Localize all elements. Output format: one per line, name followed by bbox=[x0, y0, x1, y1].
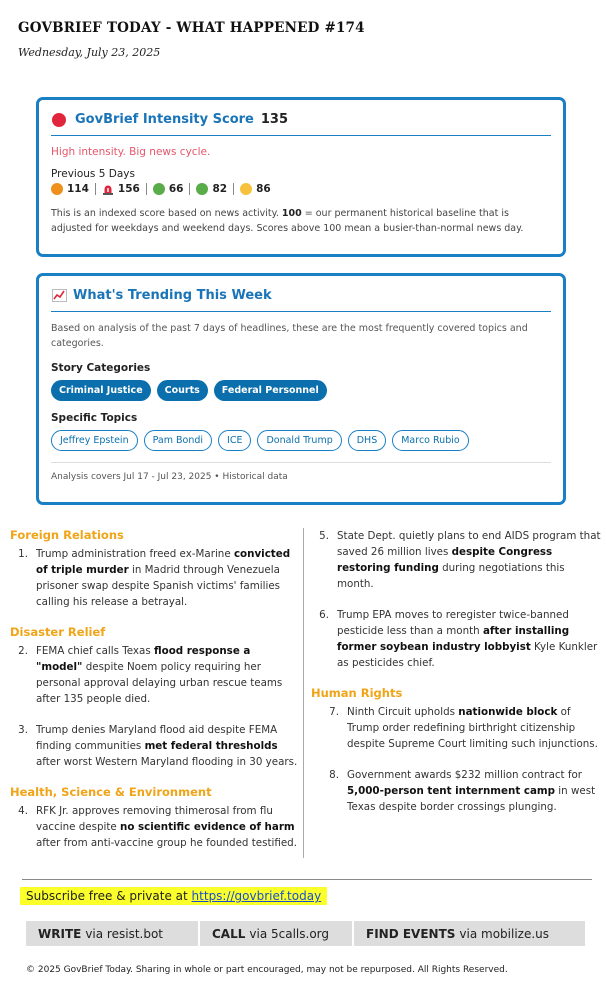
item-text bbox=[337, 607, 601, 671]
footer-rule bbox=[22, 879, 592, 880]
issue-date: Wednesday, July 23, 2025 bbox=[18, 46, 161, 59]
item-text-part: FEMA chief calls Texas bbox=[36, 645, 154, 657]
intensity-header bbox=[51, 112, 551, 136]
item-text-emphasis: convicted of triple murder bbox=[36, 548, 291, 576]
news-item bbox=[10, 643, 300, 707]
previous-day-2 bbox=[102, 183, 140, 195]
separator bbox=[189, 183, 190, 195]
item-text-part: Kyle Kunkler as pesticides chief. bbox=[337, 641, 598, 669]
topic-pill[interactable]: DHS bbox=[348, 430, 387, 451]
item-text-part: State Dept. quietly plans to end AIDS program that saved 26 million lives bbox=[337, 530, 601, 558]
item-text-part: after from anti-vaccine group he founded testified. bbox=[36, 837, 297, 849]
item-text-part: of Trump order redefining birthright citizenship despite Supreme Court limiting such injunctions. bbox=[347, 706, 598, 750]
previous-day-value: 114 bbox=[67, 183, 89, 195]
topic-pill[interactable]: Donald Trump bbox=[257, 430, 341, 451]
item-text-part: Trump EPA moves to reregister twice-banned pesticide less than a month bbox=[337, 609, 569, 637]
action-bar bbox=[26, 921, 585, 946]
explain-baseline: 100 bbox=[281, 208, 302, 219]
topic-pills bbox=[51, 430, 551, 451]
action-label: FIND EVENTS bbox=[366, 926, 456, 941]
action-label: CALL bbox=[212, 926, 246, 941]
green-circle-icon bbox=[153, 183, 165, 195]
item-text-part: during negotiations this month. bbox=[337, 562, 565, 590]
green-circle-icon bbox=[196, 183, 208, 195]
item-text-emphasis: despite Congress restoring funding bbox=[337, 546, 553, 574]
action-label: WRITE bbox=[38, 926, 82, 941]
item-text-emphasis: 5,000-person tent internment camp bbox=[347, 785, 556, 797]
news-item bbox=[10, 722, 300, 770]
copyright-notice: © 2025 GovBrief Today. Sharing in whole or part encouraged, may not be repurposed. All Rights Reserved. bbox=[26, 965, 508, 975]
news-item bbox=[311, 528, 601, 592]
item-text-part: in west Texas despite border crossings plunging. bbox=[347, 785, 596, 813]
find-events-action[interactable] bbox=[354, 921, 549, 946]
intensity-status: High intensity. Big news cycle. bbox=[51, 146, 211, 158]
item-text bbox=[36, 643, 300, 707]
item-text bbox=[36, 722, 300, 770]
previous-day-3 bbox=[153, 183, 184, 195]
section-heading-human-rights: Human Rights bbox=[311, 686, 403, 700]
category-pills bbox=[51, 380, 551, 401]
item-text-part: Trump administration freed ex-Marine bbox=[36, 548, 234, 560]
item-number: 4. bbox=[18, 805, 28, 817]
siren-icon bbox=[102, 183, 114, 195]
previous-days-row bbox=[51, 183, 551, 195]
red-circle-icon bbox=[52, 113, 66, 127]
column-divider bbox=[303, 528, 304, 858]
trending-header bbox=[51, 288, 551, 312]
previous-day-value: 156 bbox=[117, 183, 140, 195]
newsletter-title: GOVBRIEF TODAY - WHAT HAPPENED #174 bbox=[18, 20, 365, 36]
subscribe-banner bbox=[20, 887, 327, 905]
yellow-circle-icon bbox=[240, 183, 252, 195]
separator bbox=[146, 183, 147, 195]
previous-day-value: 86 bbox=[256, 183, 271, 195]
category-pill[interactable]: Federal Personnel bbox=[214, 380, 327, 401]
orange-circle-icon bbox=[51, 183, 63, 195]
item-text-emphasis: no scientific evidence of harm bbox=[120, 821, 295, 833]
previous-day-4 bbox=[196, 183, 227, 195]
previous-day-5 bbox=[240, 183, 271, 195]
intensity-card bbox=[36, 97, 566, 257]
topic-pill[interactable]: Jeffrey Epstein bbox=[51, 430, 138, 451]
item-text-part: Government awards $232 million contract for bbox=[347, 769, 583, 781]
item-number: 2. bbox=[18, 645, 28, 657]
news-item bbox=[10, 803, 300, 851]
item-text-emphasis: nationwide block bbox=[458, 706, 558, 718]
category-pill[interactable]: Courts bbox=[157, 380, 208, 401]
subscribe-text: Subscribe free & private at bbox=[26, 889, 192, 903]
previous-day-value: 66 bbox=[168, 183, 184, 195]
item-text-emphasis: after installing former soybean industry lobbyist bbox=[337, 625, 570, 653]
news-item bbox=[321, 767, 601, 815]
item-text-part: after worst Western Maryland flooding in 30 years. bbox=[36, 756, 298, 768]
item-text-part: RFK Jr. approves removing thimerosal from flu vaccine despite bbox=[36, 805, 273, 833]
item-text-part: despite Noem policy requiring her personal approval delaying urban rescue teams after 135 people died. bbox=[36, 661, 283, 705]
separator bbox=[95, 183, 96, 195]
analysis-note: Analysis covers Jul 17 - Jul 23, 2025 • Historical data bbox=[51, 462, 551, 482]
item-number: 8. bbox=[329, 769, 339, 781]
trending-card bbox=[36, 273, 566, 505]
section-heading-foreign-relations: Foreign Relations bbox=[10, 528, 124, 542]
item-text-part: in Madrid through Venezuela prisoner swap despite Spanish victims' families calling his release a betrayal. bbox=[36, 564, 281, 608]
specific-topics-label: Specific Topics bbox=[51, 412, 138, 424]
item-text-part: Trump denies Maryland flood aid despite FEMA finding communities bbox=[36, 724, 278, 752]
topic-pill[interactable]: Pam Bondi bbox=[144, 430, 212, 451]
trending-title: What's Trending This Week bbox=[73, 288, 272, 303]
item-text bbox=[347, 767, 601, 815]
item-text bbox=[347, 704, 601, 752]
explain-text: This is an indexed score based on news activity. bbox=[51, 208, 282, 219]
item-text bbox=[36, 803, 300, 851]
topic-pill[interactable]: ICE bbox=[218, 430, 251, 451]
section-heading-disaster-relief: Disaster Relief bbox=[10, 625, 106, 639]
news-item bbox=[311, 607, 601, 671]
item-number: 6. bbox=[319, 609, 329, 621]
intensity-score: 135 bbox=[260, 112, 289, 127]
action-target: via 5calls.org bbox=[249, 926, 329, 941]
action-target: via mobilize.us bbox=[459, 926, 550, 941]
item-number: 7. bbox=[329, 706, 339, 718]
news-column-left bbox=[10, 528, 300, 866]
item-text-emphasis: flood response a "model" bbox=[36, 645, 251, 673]
news-item bbox=[10, 546, 300, 610]
story-categories-label: Story Categories bbox=[51, 362, 151, 374]
item-number: 1. bbox=[18, 548, 28, 560]
subscribe-link[interactable]: https://govbrief.today bbox=[191, 889, 322, 903]
intensity-title: GovBrief Intensity Score bbox=[75, 112, 254, 127]
news-column-right bbox=[311, 528, 601, 830]
item-number: 3. bbox=[18, 724, 28, 736]
section-heading-health-science-environment: Health, Science & Environment bbox=[10, 785, 212, 799]
item-text bbox=[337, 528, 601, 592]
news-item bbox=[321, 704, 601, 752]
explain-text: = our permanent historical baseline that is adjusted for weekdays and weekend days. Scores above 100 mean a busier-than-normal news day. bbox=[51, 208, 524, 234]
write-action[interactable] bbox=[26, 921, 198, 946]
item-text-emphasis: met federal thresholds bbox=[144, 740, 278, 752]
item-number: 5. bbox=[319, 530, 329, 542]
intensity-explanation bbox=[51, 206, 551, 236]
trending-description: Based on analysis of the past 7 days of headlines, these are the most frequently covered topics and categories. bbox=[51, 323, 528, 349]
category-pill[interactable]: Criminal Justice bbox=[51, 380, 151, 401]
previous-day-1 bbox=[51, 183, 89, 195]
chart-increasing-icon bbox=[52, 289, 67, 302]
previous-days-label: Previous 5 Days bbox=[51, 168, 135, 180]
call-action[interactable] bbox=[200, 921, 352, 946]
separator bbox=[233, 183, 234, 195]
topic-pill[interactable]: Marco Rubio bbox=[392, 430, 468, 451]
item-text-part: Ninth Circuit upholds bbox=[347, 706, 459, 718]
item-text bbox=[36, 546, 300, 610]
previous-day-value: 82 bbox=[212, 183, 228, 195]
action-target: via resist.bot bbox=[85, 926, 164, 941]
